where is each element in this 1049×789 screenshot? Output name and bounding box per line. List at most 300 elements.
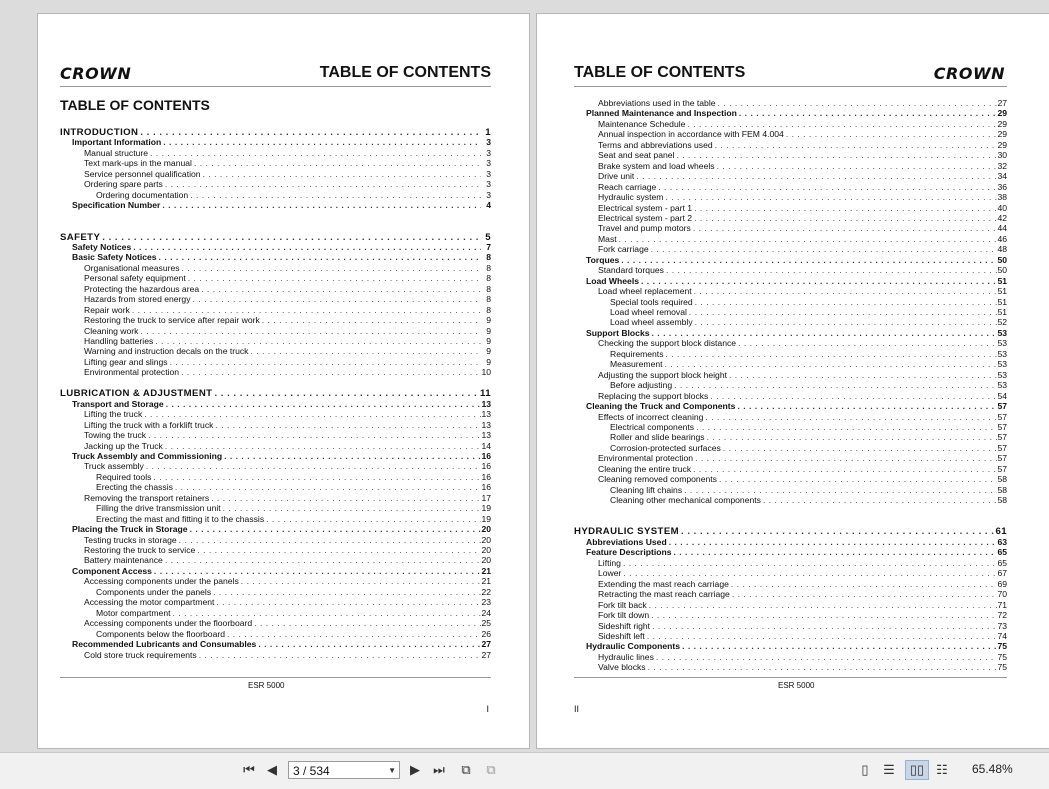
toc-entry[interactable] [574, 547, 1007, 558]
toc-leader-dots [222, 451, 481, 462]
toc-leader-dots [735, 401, 997, 412]
toc-entry-page: 27 [481, 639, 491, 650]
toc-entry-page: 75 [997, 662, 1007, 673]
toc-entry-title: Electrical system - part 2 [598, 212, 693, 223]
toc-entry-page: 8 [486, 262, 491, 273]
toc-entry[interactable] [60, 336, 491, 347]
toc-entry-title: Restoring the truck to service [84, 545, 196, 555]
toc-entry[interactable] [60, 482, 491, 493]
footer-model: ESR 5000 [248, 681, 285, 690]
toc-entry[interactable] [574, 391, 1007, 402]
page-number-input[interactable] [288, 761, 400, 779]
toc-entry-title: Before adjusting [610, 380, 673, 391]
continuous-icon[interactable]: ☰ [883, 762, 895, 777]
toc-entry[interactable] [574, 297, 1007, 308]
toc-leader-dots [157, 252, 481, 263]
toc-entry[interactable] [574, 485, 1007, 496]
toc-entry-title: Load wheel assembly [610, 317, 693, 328]
toc-leader-dots [717, 474, 997, 485]
toc-entry[interactable] [60, 618, 491, 629]
toc-entry-page: 51 [997, 296, 1007, 307]
toc-entry-title: Valve blocks [598, 662, 646, 673]
toc-leader-dots [264, 514, 481, 525]
toc-spacer [60, 378, 491, 389]
toc-entry[interactable] [574, 641, 1007, 652]
first-page-icon[interactable]: ⏮ [243, 762, 255, 777]
toc-list-left [60, 127, 491, 687]
toc-entry-page: 19 [481, 503, 491, 514]
go-forward-icon[interactable]: ⧉ [486, 762, 496, 777]
toc-leader-dots [213, 420, 481, 431]
zoom-level[interactable]: 65.48% [972, 762, 1013, 776]
toc-entry[interactable] [574, 589, 1007, 600]
toc-leader-dots [252, 618, 481, 629]
toc-entry-page: 73 [997, 620, 1007, 631]
footer-divider [574, 677, 1007, 678]
toc-entry-page: 57 [997, 421, 1007, 432]
toc-entry-title: Load wheel replacement [598, 286, 692, 297]
toc-entry[interactable] [574, 161, 1007, 172]
toc-entry-title: Required tools [96, 471, 152, 482]
toc-entry[interactable] [60, 252, 491, 263]
continuous-facing-icon[interactable]: ☷ [936, 762, 948, 777]
toc-entry-title: Sideshift left [598, 630, 645, 641]
toc-entry[interactable] [60, 524, 491, 535]
toc-entry-title: Truck Assembly and Commissioning [72, 450, 223, 461]
toc-entry-title: Repair work [84, 304, 130, 315]
toc-entry-title: Transport and Storage [72, 398, 164, 409]
toc-leader-dots [692, 286, 997, 297]
toc-entry-title: Hydraulic system [598, 192, 664, 203]
toc-entry-page: 9 [486, 346, 491, 357]
toc-entry-title: Corrosion-protected surfaces [610, 442, 721, 453]
toc-entry-page: 29 [997, 118, 1007, 129]
toc-leader-dots [716, 98, 997, 109]
toc-entry[interactable] [60, 148, 491, 159]
toc-entry[interactable] [574, 192, 1007, 203]
toc-leader-dots [656, 182, 997, 193]
toc-leader-dots [138, 326, 481, 337]
toc-leader-dots [736, 338, 997, 349]
toc-leader-dots [152, 566, 481, 577]
toc-entry[interactable] [574, 338, 1007, 349]
toc-entry[interactable] [574, 621, 1007, 632]
toc-entry-title: Text mark-ups in the manual [84, 158, 192, 169]
toc-leader-dots [191, 294, 481, 305]
toc-entry-title: Standard torques [598, 265, 664, 276]
toc-entry-title: Cold store truck requirements [84, 649, 197, 660]
toc-entry[interactable] [574, 432, 1007, 443]
toc-entry-title: Accessing components under the floorboard [84, 618, 253, 629]
toc-entry[interactable] [574, 412, 1007, 423]
toc-entry-page: 72 [997, 610, 1007, 621]
toc-entry[interactable] [60, 169, 491, 180]
toc-entry-page: 29 [997, 108, 1007, 119]
toc-leader-dots [693, 453, 997, 464]
toc-entry[interactable] [574, 223, 1007, 234]
toc-entry[interactable] [60, 650, 491, 661]
toc-entry-page: 25 [481, 618, 491, 629]
toc-entry-title: Planned Maintenance and Inspection [586, 108, 737, 119]
toc-entry-page: 36 [997, 181, 1007, 192]
toc-entry[interactable] [60, 242, 491, 253]
toc-entry[interactable] [60, 409, 491, 420]
toc-entry[interactable] [574, 129, 1007, 140]
toc-entry[interactable] [574, 401, 1007, 412]
toc-entry[interactable] [574, 307, 1007, 318]
toc-entry-page: 8 [486, 294, 491, 305]
toc-entry[interactable] [60, 326, 491, 337]
toc-leader-dots [715, 161, 997, 172]
toc-entry[interactable] [574, 380, 1007, 391]
facing-icon[interactable]: ▯▯ [906, 761, 928, 779]
page-header-title: TABLE OF CONTENTS [574, 64, 746, 81]
toc-leader-dots [680, 641, 997, 652]
toc-entry[interactable] [574, 631, 1007, 642]
toc-entry[interactable] [574, 244, 1007, 255]
toc-leader-dots [201, 169, 481, 180]
toc-leader-dots [130, 305, 481, 316]
single-page-icon[interactable]: ▯ [861, 762, 869, 777]
toc-entry-page: 65 [997, 547, 1007, 558]
toc-leader-dots [654, 652, 997, 663]
toc-leader-dots [197, 650, 481, 661]
toc-entry[interactable] [60, 127, 491, 138]
toc-entry[interactable] [574, 422, 1007, 433]
toc-entry-title: Extending the mast reach carriage [598, 578, 729, 589]
toc-entry[interactable] [574, 558, 1007, 569]
toc-entry[interactable] [574, 464, 1007, 475]
toc-entry-title: Measurement [610, 359, 663, 370]
toc-entry[interactable] [60, 545, 491, 556]
toc-entry-page: 16 [481, 471, 491, 482]
toc-leader-dots [199, 284, 481, 295]
toc-leader-dots [667, 537, 997, 548]
toc-entry-title: Effects of incorrect cleaning [598, 411, 704, 422]
toc-entry-page: 63 [997, 536, 1007, 547]
toc-leader-dots [679, 526, 996, 537]
toc-leader-dots [708, 391, 997, 402]
toc-leader-dots [163, 441, 481, 452]
toc-entry-title: Lifting the truck with a forklift truck [84, 419, 214, 430]
toc-entry[interactable] [574, 359, 1007, 370]
toc-leader-dots [144, 461, 481, 472]
toc-entry-title: Ordering documentation [96, 189, 189, 200]
toc-entry-title: Testing trucks in storage [84, 534, 177, 545]
toc-entry-page: 4 [486, 200, 491, 211]
toc-entry[interactable] [574, 662, 1007, 673]
toc-entry[interactable] [60, 367, 491, 378]
toc-entry-title: Lifting the truck [84, 409, 143, 420]
toc-entry[interactable] [60, 493, 491, 504]
toc-entry-page: 29 [997, 129, 1007, 140]
toc-leader-dots [621, 558, 997, 569]
toc-entry-page: 53 [997, 338, 1007, 349]
toc-leader-dots [153, 336, 481, 347]
toc-entry-title: Fork carriage [598, 244, 649, 255]
toc-entry[interactable] [574, 213, 1007, 224]
toc-leader-dots [142, 409, 481, 420]
toc-entry-page: 10 [481, 367, 491, 378]
toc-entry-page: 29 [997, 139, 1007, 150]
toc-entry-title: INTRODUCTION [60, 127, 139, 138]
toc-entry-title: Manual structure [84, 147, 149, 158]
toc-entry-page: 21 [481, 565, 491, 576]
toc-entry[interactable] [574, 182, 1007, 193]
toc-entry[interactable] [60, 294, 491, 305]
toc-leader-dots [664, 265, 997, 276]
toc-entry-page: 16 [481, 450, 491, 461]
toc-entry-title: Motor compartment [96, 607, 171, 618]
toc-entry[interactable] [574, 317, 1007, 328]
toc-entry-page: 13 [481, 398, 491, 409]
toc-leader-dots [248, 346, 481, 357]
toc-leader-dots [180, 263, 481, 274]
toc-entry[interactable] [60, 190, 491, 201]
toc-entry-title: Lifting gear and slings [84, 356, 168, 367]
toc-entry-page: 13 [481, 419, 491, 430]
toc-entry[interactable] [574, 349, 1007, 360]
toc-entry[interactable] [574, 568, 1007, 579]
toc-leader-dots [131, 242, 481, 253]
toc-leader-dots [672, 380, 997, 391]
toc-leader-dots [649, 610, 997, 621]
toc-entry[interactable] [60, 388, 491, 399]
toc-leader-dots [177, 535, 481, 546]
toc-leader-dots [211, 587, 481, 598]
toc-entry-title: Recommended Lubricants and Consumables [72, 639, 257, 650]
toc-entry[interactable] [574, 526, 1007, 537]
toc-entry-title: Safety Notices [72, 241, 132, 252]
toc-entry[interactable] [574, 610, 1007, 621]
toc-leader-dots [164, 399, 481, 410]
toc-entry-title: Cleaning lift chains [610, 484, 683, 495]
chevron-down-icon[interactable]: ▼ [388, 766, 396, 775]
toc-entry[interactable] [574, 140, 1007, 151]
toc-entry[interactable] [574, 234, 1007, 245]
toc-entry[interactable] [574, 286, 1007, 297]
toc-entry-page: 26 [481, 628, 491, 639]
toc-entry-page: 1 [485, 127, 491, 138]
toc-entry[interactable] [60, 461, 491, 472]
toc-entry-title: Basic Safety Notices [72, 252, 157, 263]
toc-entry-title: Organisational measures [84, 262, 180, 273]
next-page-icon[interactable]: ▶ [410, 762, 420, 777]
toc-entry-title: Cleaning work [84, 325, 139, 336]
toc-entry-page: 3 [486, 179, 491, 190]
toc-entry[interactable] [60, 441, 491, 452]
toc-leader-dots [646, 662, 997, 673]
toc-entry-title: Roller and slide bearings [610, 432, 705, 443]
toc-entry-title: Important Information [72, 137, 162, 148]
toc-entry-page: 16 [481, 461, 491, 472]
toc-entry[interactable] [60, 315, 491, 326]
toc-entry[interactable] [60, 273, 491, 284]
toc-leader-dots [100, 232, 481, 243]
page-header-title: TABLE OF CONTENTS [319, 64, 491, 81]
toc-leader-dots [694, 422, 997, 433]
toc-entry-title: Lower [598, 568, 622, 579]
toc-leader-dots [664, 349, 998, 360]
toc-entry-title: Hazards from stored energy [84, 294, 191, 305]
toc-entry-page: 34 [997, 171, 1007, 182]
header-divider [60, 86, 491, 87]
toc-entry[interactable] [574, 652, 1007, 663]
page-label: I [486, 704, 489, 714]
toc-entry[interactable] [60, 629, 491, 640]
toc-entry[interactable] [60, 608, 491, 619]
toc-entry[interactable] [60, 346, 491, 357]
toc-leader-dots [650, 621, 997, 632]
toc-entry-page: 50 [997, 254, 1007, 265]
toc-entry[interactable] [574, 265, 1007, 276]
toc-leader-dots [647, 600, 997, 611]
toc-leader-dots [212, 388, 480, 399]
toc-entry-title: Environmental protection [84, 367, 180, 378]
toc-entry[interactable] [60, 137, 491, 148]
footer-divider [60, 677, 491, 678]
toc-entry[interactable] [574, 328, 1007, 339]
toc-entry[interactable] [60, 430, 491, 441]
go-back-icon[interactable]: ⧉ [461, 762, 471, 777]
toc-entry-title: Annual inspection in accordance with FEM 4.004 [598, 129, 784, 140]
toc-entry-page: 74 [997, 630, 1007, 641]
toc-entry[interactable] [60, 420, 491, 431]
toc-leader-dots [663, 359, 997, 370]
toc-entry-page: 8 [486, 283, 491, 294]
toc-entry-page: 3 [486, 137, 491, 148]
toc-entry-title: Towing the truck [84, 430, 147, 441]
toc-entry[interactable] [60, 566, 491, 577]
toc-entry-page: 7 [486, 241, 491, 252]
toc-leader-dots [188, 524, 481, 535]
toc-entry-title: Adjusting the support block height [598, 369, 727, 380]
toc-leader-dots [179, 367, 481, 378]
toc-entry[interactable] [574, 370, 1007, 381]
toc-entry-page: 57 [997, 432, 1007, 443]
toc-entry-title: Specification Number [72, 200, 161, 211]
toc-entry[interactable] [60, 179, 491, 190]
toc-entry-page: 51 [997, 307, 1007, 317]
toc-leader-dots [239, 576, 481, 587]
toc-entry[interactable] [574, 203, 1007, 214]
toc-entry[interactable] [574, 119, 1007, 130]
toc-entry[interactable] [60, 555, 491, 566]
toc-entry-page: 20 [481, 545, 491, 555]
toc-entry[interactable] [60, 232, 491, 243]
toc-entry[interactable] [60, 503, 491, 514]
toc-entry[interactable] [60, 514, 491, 525]
toc-entry[interactable] [574, 276, 1007, 287]
toc-entry[interactable] [60, 284, 491, 295]
toc-entry[interactable] [574, 98, 1007, 109]
toc-entry-page: 24 [481, 607, 491, 618]
toc-entry[interactable] [60, 576, 491, 587]
toc-entry[interactable] [60, 158, 491, 169]
previous-page-icon[interactable]: ◀ [267, 762, 277, 777]
toc-entry-title: HYDRAULIC SYSTEM [574, 526, 680, 538]
last-page-icon[interactable]: ⏭ [433, 762, 445, 777]
toc-entry[interactable] [574, 537, 1007, 548]
toc-entry-title: Lifting [598, 557, 621, 568]
toc-entry-page: 3 [486, 189, 491, 200]
toc-entry[interactable] [60, 597, 491, 608]
toc-entry-title: Special tools required [610, 296, 693, 307]
toc-entry-page: 53 [997, 369, 1007, 380]
toc-entry-title: Components below the floorboard [96, 628, 225, 639]
toc-entry-page: 57 [997, 442, 1007, 453]
toc-entry-title: Cleaning the entire truck [598, 463, 692, 474]
toc-leader-dots [617, 234, 997, 245]
toc-entry-page: 30 [997, 150, 1007, 161]
toc-entry[interactable] [574, 495, 1007, 506]
toc-entry-page: 9 [486, 336, 491, 346]
toc-entry-page: 57 [997, 411, 1007, 422]
toc-entry[interactable] [60, 472, 491, 483]
toc-leader-dots [650, 328, 997, 339]
toc-entry-page: 20 [481, 524, 491, 535]
toc-entry[interactable] [574, 600, 1007, 611]
crown-logo: CROWN [933, 64, 1005, 83]
toc-entry[interactable] [574, 108, 1007, 119]
page-number-value: 3 / 534 [293, 764, 330, 778]
toc-entry[interactable] [60, 399, 491, 410]
toc-leader-dots [188, 190, 481, 201]
toc-entry-title: Seat and seat panel [598, 150, 675, 161]
toc-entry[interactable] [60, 200, 491, 211]
toc-entry-title: Fork tilt back [598, 599, 647, 610]
toc-entry-title: Feature Descriptions [586, 547, 672, 558]
toc-entry-page: 58 [997, 484, 1007, 495]
toc-entry-page: 65 [997, 557, 1007, 568]
toc-entry[interactable] [574, 453, 1007, 464]
toc-entry[interactable] [574, 443, 1007, 454]
toc-entry-title: Components under the panels [96, 586, 212, 597]
toc-entry-page: 71 [997, 599, 1007, 610]
toc-leader-dots [671, 547, 997, 558]
toc-entry-page: 5 [485, 231, 491, 243]
toc-entry-title: Erecting the chassis [96, 482, 173, 493]
toc-entry-page: 32 [997, 160, 1007, 171]
toc-entry-page: 8 [486, 273, 491, 284]
toc-leader-dots [691, 223, 997, 234]
toc-leader-dots [225, 629, 481, 640]
toc-entry[interactable] [60, 357, 491, 368]
toc-entry-page: 75 [997, 651, 1007, 662]
toc-entry[interactable] [574, 171, 1007, 182]
toc-entry[interactable] [60, 639, 491, 650]
toc-entry-page: 27 [997, 98, 1007, 108]
toc-entry-page: 70 [997, 589, 1007, 600]
toc-entry[interactable] [60, 451, 491, 462]
toc-entry[interactable] [574, 255, 1007, 266]
toc-entry[interactable] [60, 305, 491, 316]
toc-entry-title: Drive unit [598, 171, 635, 182]
toc-leader-dots [163, 179, 481, 190]
header-divider [574, 86, 1007, 87]
toc-entry[interactable] [60, 587, 491, 598]
toc-entry-page: 44 [997, 223, 1007, 234]
toc-entry[interactable] [574, 579, 1007, 590]
toc-entry-title: Removing the transport retainers [84, 492, 210, 503]
toc-entry[interactable] [574, 150, 1007, 161]
toc-entry[interactable] [574, 474, 1007, 485]
toc-leader-dots [138, 127, 481, 138]
toc-entry[interactable] [60, 263, 491, 274]
toc-entry-title: Maintenance Schedule [598, 118, 686, 129]
toc-entry[interactable] [60, 535, 491, 546]
toc-spacer [60, 221, 491, 232]
